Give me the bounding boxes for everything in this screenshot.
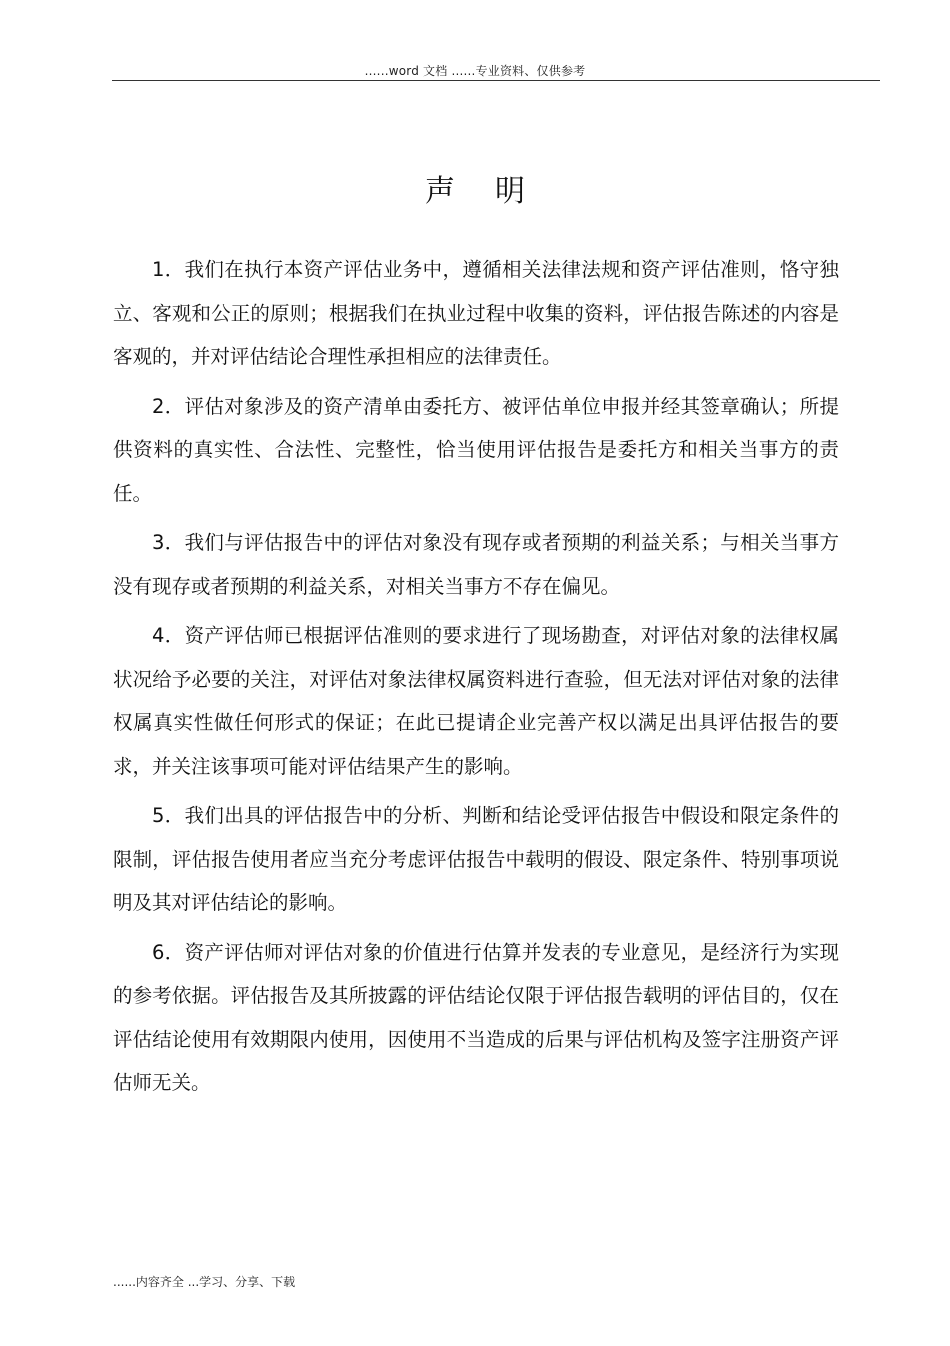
- statement-paragraph-6: 6．资产评估师对评估对象的价值进行估算并发表的专业意见，是经济行为实现的参考依据。评估报告及其所披露的评估结论仅限于评估报告载明的评估目的，仅在评估结论使用有效期限内使用，因使用不当造成的后果与评估机构及签字注册资产评估师无关。: [113, 940, 839, 1094]
- document-title: 声明: [425, 174, 565, 209]
- page-footer: ......内容齐全 ...学习、分享、下载: [113, 1275, 296, 1289]
- statement-paragraph-5: 5．我们出具的评估报告中的分析、判断和结论受评估报告中假设和限定条件的限制，评估报告使用者应当充分考虑评估报告中载明的假设、限定条件、特别事项说明及其对评估结论的影响。: [113, 804, 839, 914]
- statement-paragraph-2: 2．评估对象涉及的资产清单由委托方、被评估单位申报并经其签章确认；所提供资料的真实性、合法性、完整性，恰当使用评估报告是委托方和相关当事方的责任。: [113, 394, 839, 505]
- header-divider: [112, 80, 880, 81]
- statement-paragraph-4: 4．资产评估师已根据评估准则的要求进行了现场勘查，对评估对象的法律权属状况给予必要的关注，对评估对象法律权属资料进行查验，但无法对评估对象的法律权属真实性做任何形式的保证；在此已提请企业完善产权以满足出具评估报告的要求，并关注该事项可能对评估结果产生的影响。: [113, 624, 839, 778]
- document-body: [113, 248, 839, 1111]
- statement-paragraph-3: 3．我们与评估报告中的评估对象没有现存或者预期的利益关系；与相关当事方没有现存或者预期的利益关系，对相关当事方不存在偏见。: [113, 531, 839, 598]
- page-header: ......word 文档 ......专业资料、仅供参考: [364, 64, 586, 78]
- statement-paragraph-1: 1．我们在执行本资产评估业务中，遵循相关法律法规和资产评估准则，恪守独立、客观和公正的原则；根据我们在执业过程中收集的资料，评估报告陈述的内容是客观的，并对评估结论合理性承担相应的法律责任。: [113, 258, 839, 368]
